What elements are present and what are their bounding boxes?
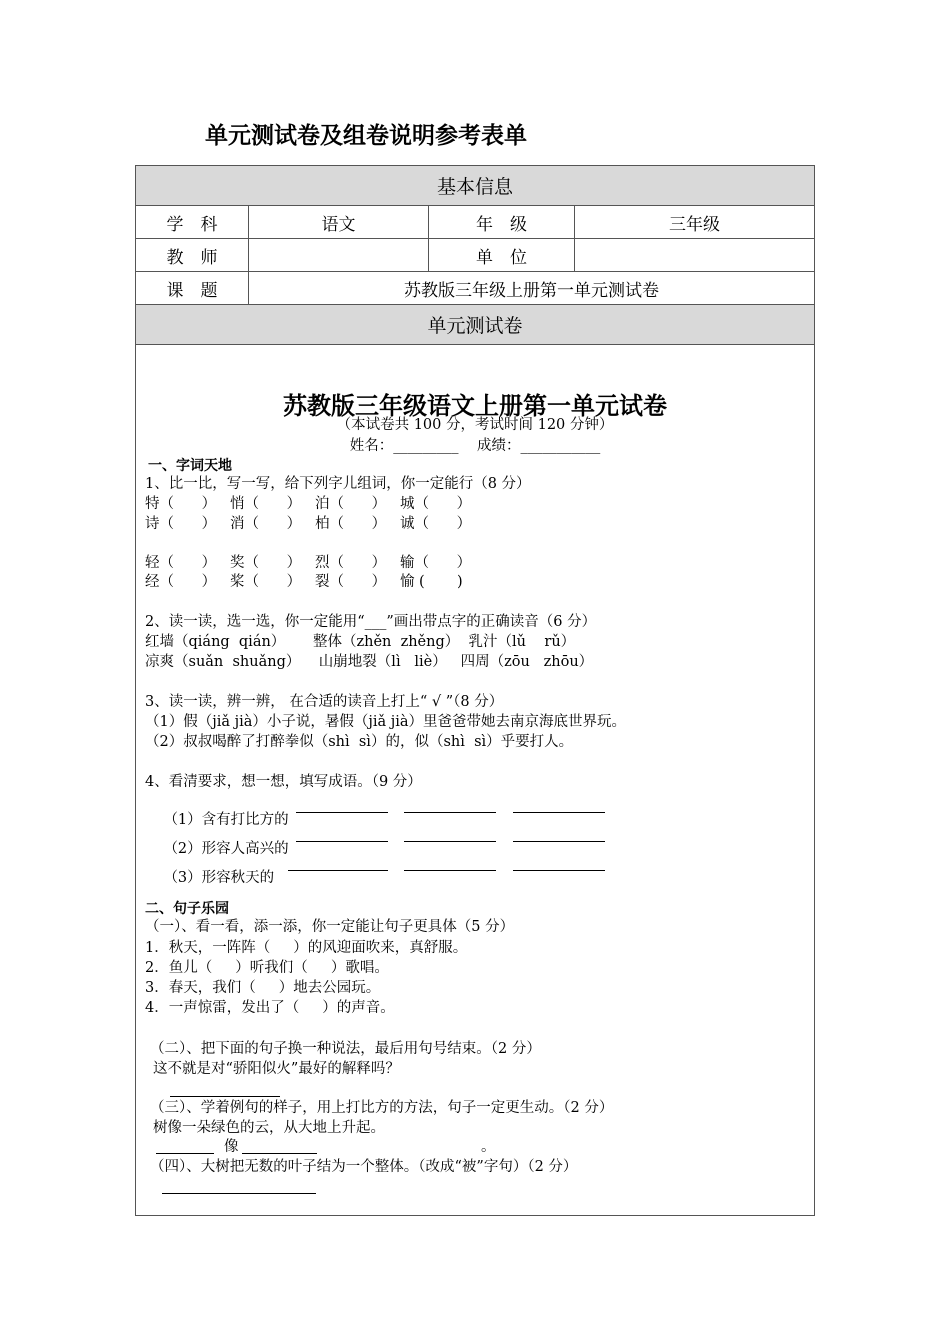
answer-blank [404, 798, 496, 813]
basic-info-header-row [136, 166, 814, 206]
part-two-prompt: （二）、把下面的句子换一种说法，最后用句号结束。（2 分） [150, 1041, 541, 1057]
answer-blank [162, 1179, 316, 1194]
subject-label: 学 科 [166, 214, 218, 235]
q3-item-2: （2）叔叔喝醉了打醉拳似（shì sì）的，似（shì sì）乎要打人。 [145, 734, 574, 750]
answer-blank [513, 827, 605, 842]
teacher-label: 教 师 [166, 247, 218, 268]
q4-item-2-label: （2）形容人高兴的 [163, 841, 289, 857]
part-one-item-1: 1．秋天，一阵阵（ ）的风迎面吹来，真舒服。 [145, 940, 468, 956]
part-one-item-2: 2．鱼儿（ ）听我们（ ）歌唱。 [145, 960, 389, 976]
part-three-example: 树像一朵绿色的云，从大地上升起。 [153, 1120, 385, 1136]
subject-row [136, 206, 814, 239]
part-one-item-3: 3．春天，我们（ ）地去公园玩。 [145, 980, 381, 996]
part-one-prompt: （一）、看一看，添一添，你一定能让句子更具体（5 分） [145, 919, 515, 935]
answer-blank [404, 856, 496, 871]
q1-row-2: 诗（ ） 消（ ） 柏（ ） 诚（ ） [145, 516, 472, 532]
section-one-heading: 一、字词天地 [148, 458, 232, 474]
grade-value: 三年级 [574, 206, 814, 238]
topic-value: 苏教版三年级上册第一单元测试卷 [248, 272, 814, 304]
basic-info-header: 基本信息 [436, 176, 513, 198]
q4-prompt: 4、看清要求，想一想，填写成语。（9 分） [145, 774, 422, 790]
q1-row-1: 特（ ） 悄（ ） 泊（ ） 城（ ） [145, 496, 472, 512]
topic-label: 课 题 [166, 280, 218, 301]
section-two-heading: 二、句子乐园 [145, 901, 229, 917]
q4-item-3 [145, 851, 274, 905]
unit-label: 单 位 [428, 239, 574, 271]
answer-blank [296, 798, 388, 813]
answer-blank [288, 856, 388, 871]
q2-prompt: 2、读一读，选一选，你一定能用“___”画出带点字的正确读音（6 分） [145, 614, 597, 630]
part-one-item-4: 4．一声惊雷，发出了（ ）的声音。 [145, 1000, 395, 1016]
part-three-period: 。 [481, 1139, 496, 1155]
q1-row-3: 轻（ ） 奖（ ） 烈（ ） 输（ ） [145, 555, 472, 571]
unit-test-header-row [136, 305, 814, 345]
subject-value: 语文 [248, 206, 428, 238]
q3-item-1: （1）假（jiǎ jià）小子说，暑假（jiǎ jià）里爸爸带她去南京海底世界玩。 [145, 714, 627, 730]
answer-blank [404, 827, 496, 842]
unit-test-header: 单元测试卷 [427, 315, 523, 337]
unit-value [574, 239, 814, 271]
teacher-row [136, 239, 814, 272]
part-four-prompt: （四）、大树把无数的叶子结为一个整体。（改成“被”字句）（2 分） [150, 1159, 578, 1175]
answer-blank [242, 1139, 317, 1154]
q2-row-2: 凉爽（suǎn shuǎng） 山崩地裂（lì liè） 四周（zōu zhōu） [145, 654, 594, 670]
q4-item-3-label: （3）形容秋天的 [163, 870, 275, 886]
part-three-like: 像 [224, 1139, 239, 1155]
answer-blank [296, 827, 388, 842]
form-table [135, 165, 815, 1216]
answer-blank [156, 1139, 214, 1154]
paper-title: 苏教版三年级语文上册第一单元试卷 [283, 392, 667, 420]
q1-row-4: 经（ ） 桨（ ） 裂（ ） 愉 ( ) [145, 574, 463, 590]
topic-row [136, 272, 814, 305]
q3-prompt: 3、读一读，辨一辨， 在合适的读音上打上“ √ ”（8 分） [145, 694, 504, 710]
paper-subtitle: （本试卷共 100 分，考试时间 120 分钟） [336, 417, 614, 433]
answer-blank [170, 1082, 280, 1097]
q1-prompt: 1、比一比，写一写，给下列字儿组词，你一定能行（8 分） [145, 476, 531, 492]
part-two-sentence: 这不就是对“骄阳似火”最好的解释吗？ [153, 1061, 400, 1077]
q4-item-1-label: （1）含有打比方的 [163, 812, 289, 828]
q2-row-1: 红墙（qiáng qián） 整体（zhěn zhěng） 乳汁（lǔ rǔ） [145, 634, 576, 650]
name-score-line: 姓名：_________ 成绩：___________ [349, 438, 601, 454]
part-three-prompt: （三）、学着例句的样子，用上打比方的方法，句子一定更生动。（2 分） [150, 1100, 614, 1116]
answer-blank [513, 798, 605, 813]
document-title: 单元测试卷及组卷说明参考表单 [205, 123, 527, 149]
grade-label: 年 级 [428, 206, 574, 238]
teacher-value [248, 239, 428, 271]
answer-blank [513, 856, 605, 871]
